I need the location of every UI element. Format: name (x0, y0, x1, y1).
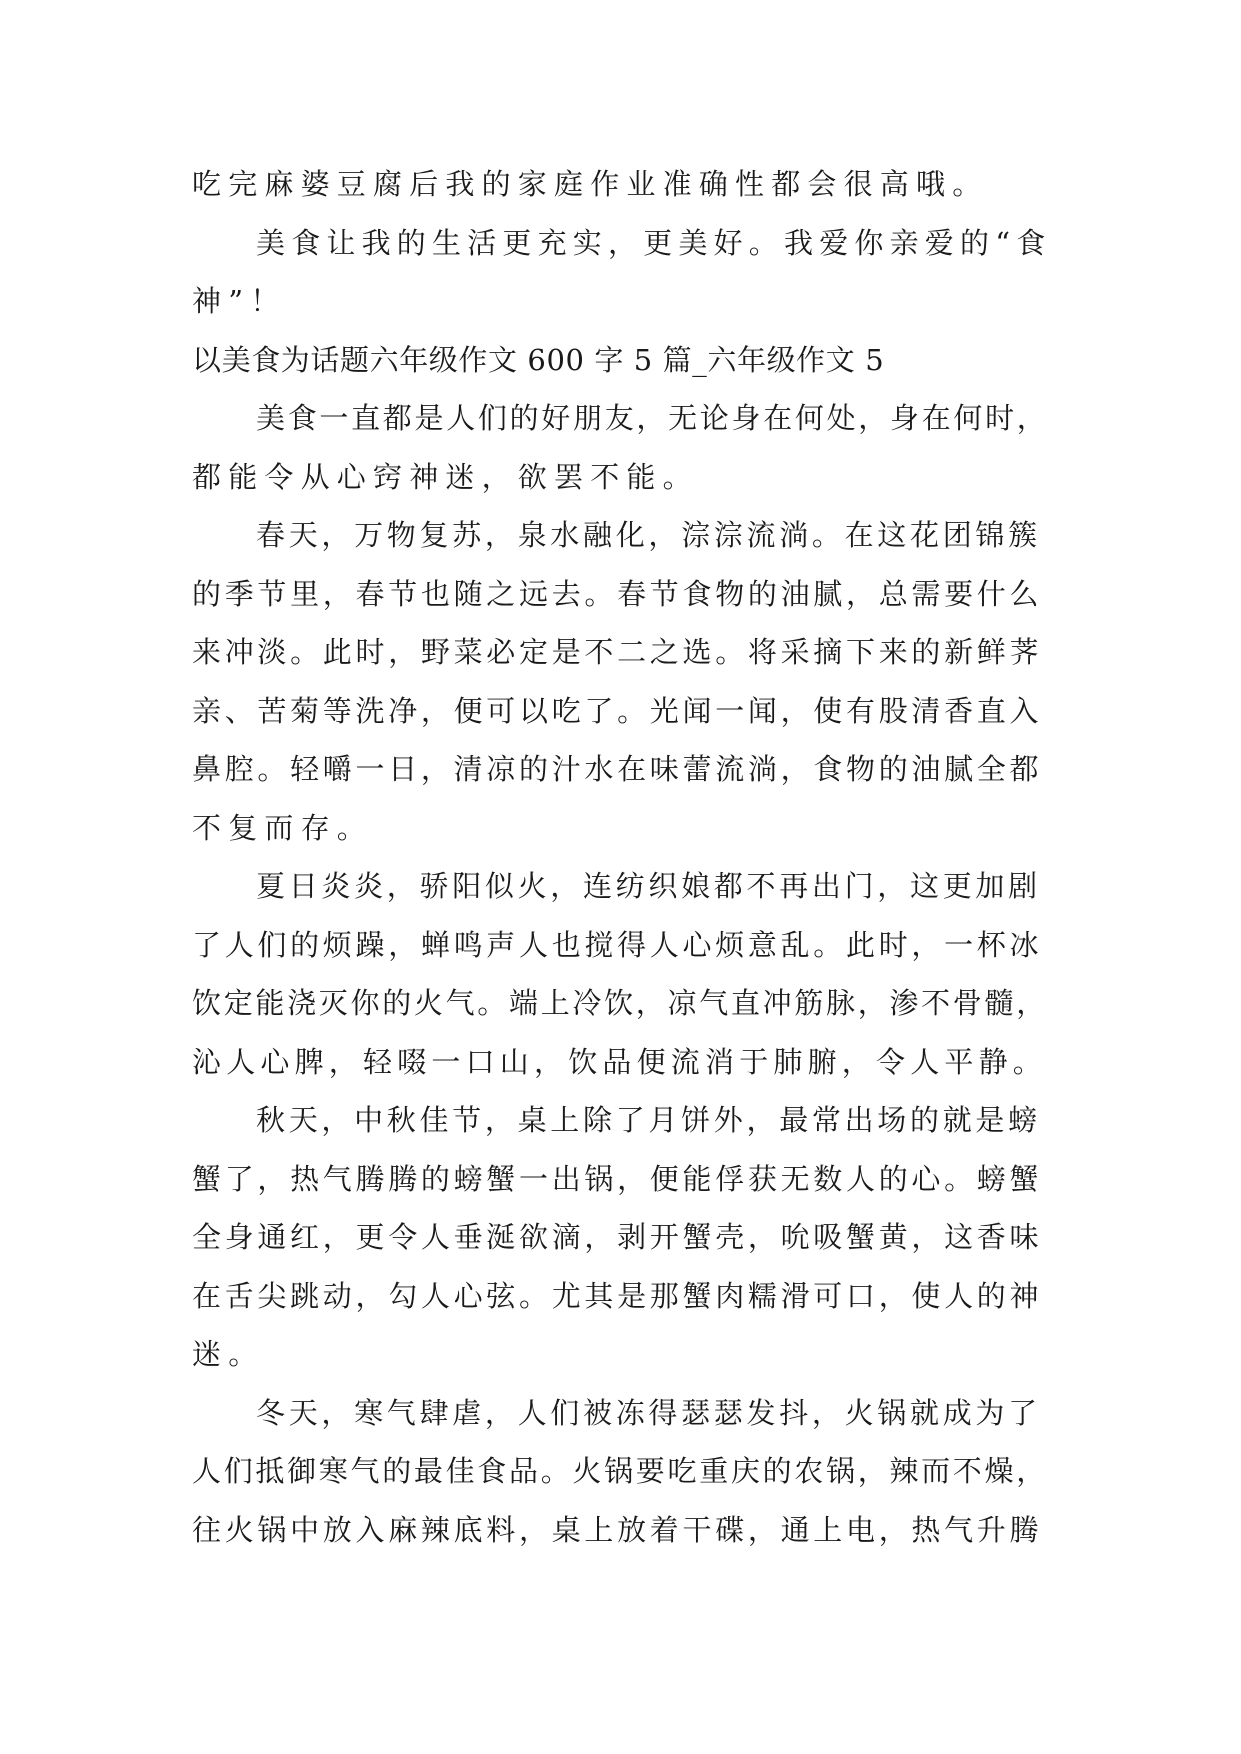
text-line: 美食一直都是人们的好朋友，无论身在何处，身在何时， (256, 401, 1049, 435)
text-line: 都能令从心窍神迷，欲罢不能。 (192, 459, 699, 494)
text-line: 的季节里，春节也随之远去。春节食物的油腻，总需要什么 (192, 576, 1043, 611)
text-line: 在舌尖跳动，勾人心弦。尤其是那蟹肉糯滑可口，使人的神 (192, 1278, 1043, 1313)
text-line: 全身通红，更令人垂涎欲滴，剥开蟹壳，吮吸蟹黄，这香味 (192, 1220, 1043, 1254)
text-line: 吃完麻婆豆腐后我的家庭作业准确性都会很高哦。 (192, 167, 989, 201)
text-line: 了人们的烦躁，蝉鸣声人也搅得人心烦意乱。此时，一杯冰 (192, 927, 1043, 962)
text-line: 迷。 (192, 1337, 265, 1371)
text-line: 往火锅中放入麻辣底料，桌上放着干碟，通上电，热气升腾 (192, 1512, 1043, 1547)
text-line: 蟹了，热气腾腾的螃蟹一出锅，便能俘获无数人的心。螃蟹 (192, 1161, 1043, 1196)
text-line: 来冲淡。此时，野菜必定是不二之选。将采摘下来的新鲜荠 (192, 635, 1043, 669)
text-line: 神”！ (192, 284, 287, 318)
text-line: 秋天，中秋佳节，桌上除了月饼外，最常出场的就是螃 (256, 1103, 1041, 1137)
text-line: 饮定能浇灭你的火气。端上冷饮，凉气直冲筋脉，渗不骨髓， (192, 986, 1048, 1020)
text-line: 不复而存。 (192, 810, 374, 845)
text-line: 沁人心脾，轻啜一口山，饮品便流消于肺腑，令人平静。 (192, 1044, 1048, 1079)
text-line: 人们抵御寒气的最佳食品。火锅要吃重庆的农锅，辣而不燥， (192, 1454, 1048, 1488)
document-body (192, 155, 1052, 1559)
text-line: 夏日炎炎，骄阳似火，连纺织娘都不再出门，这更加剧 (256, 869, 1041, 903)
text-line: 鼻腔。轻嚼一日，清凉的汁水在味蕾流淌，食物的油腻全都 (192, 752, 1043, 786)
text-line: 春天，万物复苏，泉水融化，淙淙流淌。在这花团锦簇 (256, 518, 1041, 552)
text-line: 亲、苦菊等洗净，便可以吃了。光闻一闻，使有股清香直入 (192, 693, 1043, 728)
section-title: 以美食为话题六年级作文 600 字 5 篇_六年级作文 5 (192, 342, 885, 377)
text-line: 冬天，寒气肆虐，人们被冻得瑟瑟发抖，火锅就成为了 (256, 1395, 1041, 1430)
text-line: 美食让我的生活更充实，更美好。我爱你亲爱的“食 (256, 225, 1052, 260)
